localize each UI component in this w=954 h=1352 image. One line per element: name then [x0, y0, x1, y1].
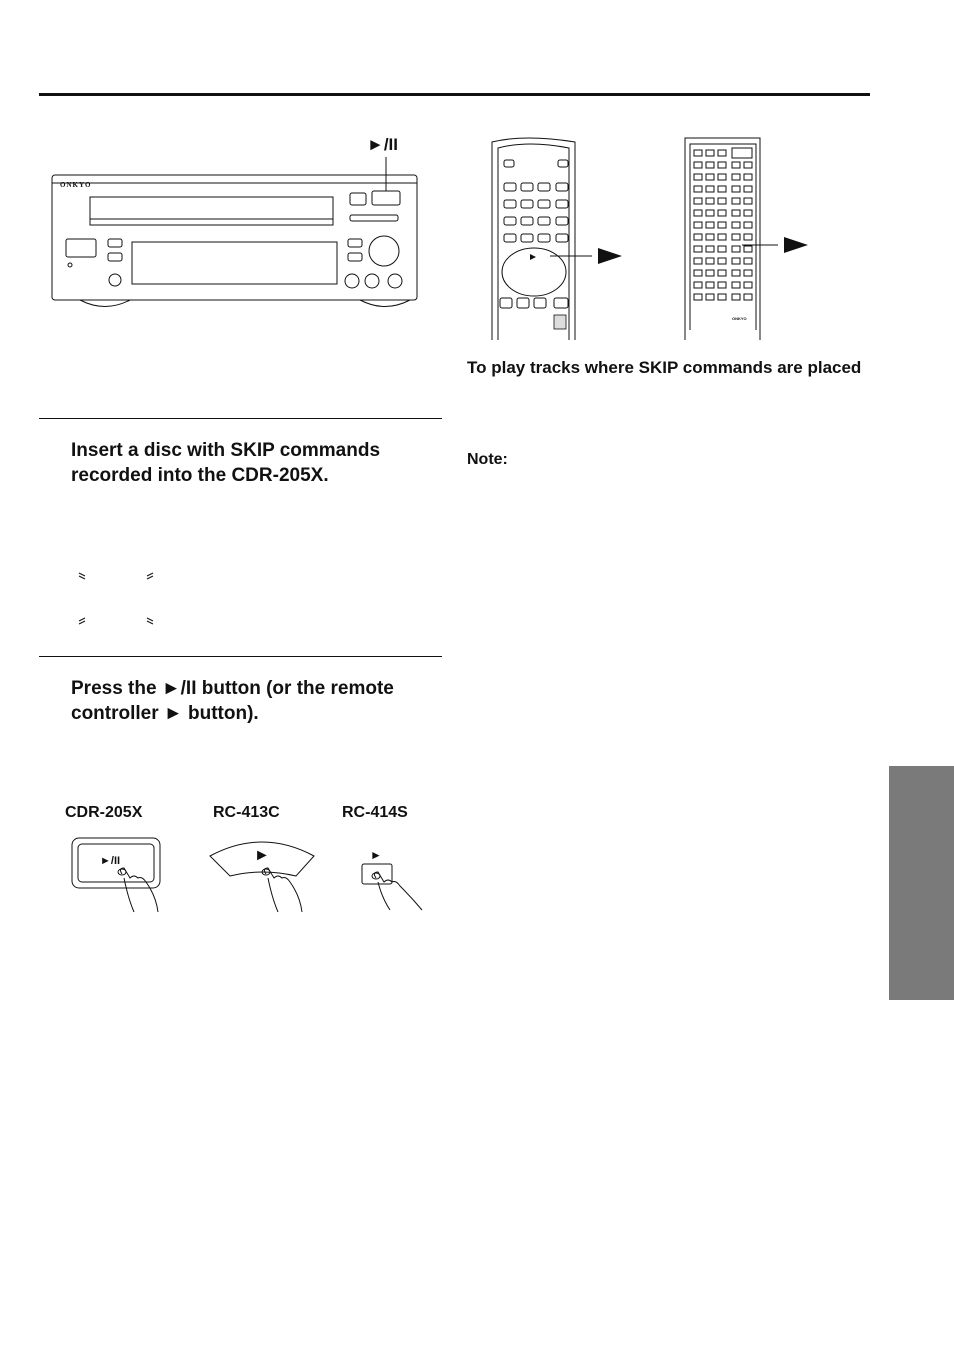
device-illustration — [50, 135, 420, 315]
header-rule — [39, 93, 870, 96]
remote2-brand: ONKYO — [732, 316, 747, 321]
rc414s-button-drawing — [360, 852, 430, 922]
side-tab — [889, 766, 954, 1000]
cdr205x-button-symbol: ►/II — [100, 855, 121, 867]
display-indicator-marks — [70, 565, 170, 635]
cdr205x-button-drawing — [72, 838, 172, 918]
cd-recorder-drawing — [50, 135, 420, 315]
rc414s-button-symbol: ► — [370, 848, 382, 862]
example-rc414s-button — [360, 848, 430, 922]
rc413c-button-symbol: ► — [254, 847, 270, 864]
step1-rule — [39, 418, 442, 419]
play-pause-callout: ►/II — [367, 135, 398, 154]
brand-logo: ONKYO — [60, 181, 92, 189]
example-cdr205x-button — [72, 838, 172, 918]
remotes-illustration — [470, 130, 830, 340]
step2-text: Press the ►/II button (or the remote controller ► button). — [71, 678, 394, 724]
example-label-rc413c: RC-413C — [213, 804, 280, 821]
remote-rc413c-drawing — [470, 130, 830, 340]
example-label-cdr205x: CDR-205X — [65, 804, 143, 821]
example-label-rc414s: RC-414S — [342, 804, 408, 821]
step2-rule — [39, 656, 442, 657]
section-heading: To play tracks where SKIP commands are placed — [467, 358, 862, 377]
note-label: Note: — [467, 451, 508, 468]
step1-text: Insert a disc with SKIP commands recorded into the CDR-205X. — [71, 440, 381, 486]
example-rc413c-button — [210, 838, 320, 918]
